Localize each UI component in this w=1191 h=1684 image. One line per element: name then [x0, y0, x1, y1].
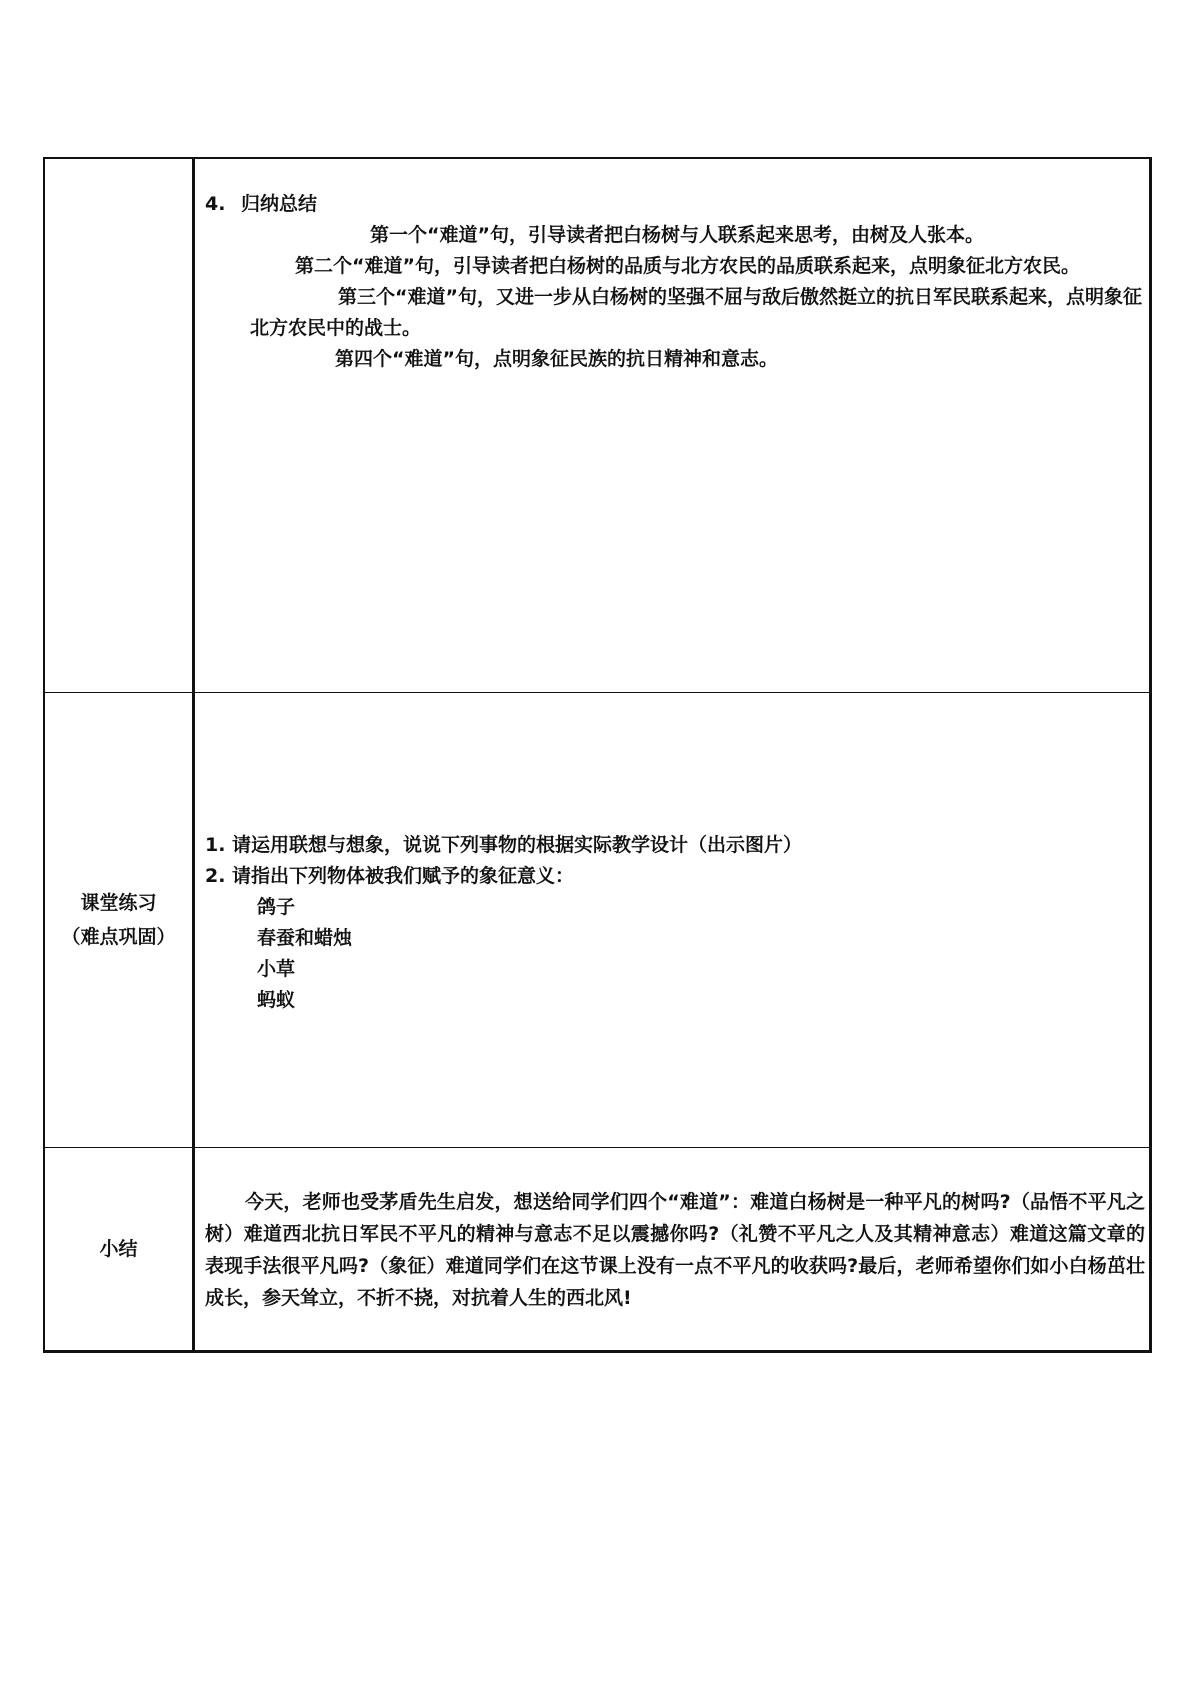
- conclusion-block: [205, 1186, 1145, 1314]
- row-label-exercise-line1: 课堂练习: [80, 892, 157, 914]
- exercise-item: 鸽子: [257, 896, 296, 918]
- summary-paragraph-3: 第三个“难道”句，又进一步从白杨树的坚强不屈与敌后傲然挺立的抗日军民联系起来，点明象征北方农民中的战士。: [250, 286, 1142, 339]
- row-label-conclusion: [45, 1148, 195, 1350]
- exercise-item: 小草: [257, 958, 296, 980]
- summary-content-cell: [195, 159, 1149, 692]
- summary-heading-text: 归纳总结: [241, 193, 318, 215]
- conclusion-text: 今天，老师也受茅盾先生启发，想送给同学们四个“难道”：难道白杨树是一种平凡的树吗?（品悟不平凡之树）难道西北抗日军民不平凡的精神与意志不足以震撼你吗?（礼赞不平凡之人及其精神意志）难道这篇文章的表现手法很平凡吗?（象征）难道同学们在这节课上没有一点不平凡的收获吗?最后，老师希望你们如小白杨茁壮成长，参天耸立，不折不挠，对抗着人生的西北风!: [205, 1191, 1145, 1309]
- summary-block: [205, 189, 1145, 375]
- row-label-summary: [45, 159, 195, 692]
- conclusion-content-cell: [195, 1148, 1149, 1350]
- row-label-conclusion-text: 小结: [99, 1238, 138, 1260]
- row-label-exercise: [45, 693, 195, 1147]
- table-row-summary: [45, 159, 1149, 693]
- exercise-block: [205, 830, 802, 1016]
- summary-paragraph-4: 第四个“难道”句，点明象征民族的抗日精神和意志。: [335, 348, 778, 370]
- table-row-conclusion: [45, 1148, 1149, 1350]
- summary-heading: [205, 189, 1145, 220]
- summary-heading-number: 4.: [205, 193, 226, 215]
- exercise-item: 蚂蚁: [257, 989, 296, 1011]
- exercise-question-1: 1. 请运用联想与想象，说说下列事物的根据实际教学设计（出示图片）: [205, 834, 803, 856]
- table-row-exercise: [45, 693, 1149, 1148]
- exercise-question-2: 2. 请指出下列物体被我们赋予的象征意义：: [205, 865, 575, 887]
- row-label-exercise-line2: （难点巩固）: [61, 926, 176, 948]
- summary-paragraph-2: 第二个“难道”句，引导读者把白杨树的品质与北方农民的品质联系起来，点明象征北方农民。: [295, 255, 1080, 277]
- exercise-content-cell: [195, 693, 1149, 1147]
- exercise-item: 春蚕和蜡烛: [257, 927, 353, 949]
- summary-paragraph-1: 第一个“难道”句，引导读者把白杨树与人联系起来思考，由树及人张本。: [370, 224, 984, 246]
- lesson-plan-table: [43, 157, 1152, 1353]
